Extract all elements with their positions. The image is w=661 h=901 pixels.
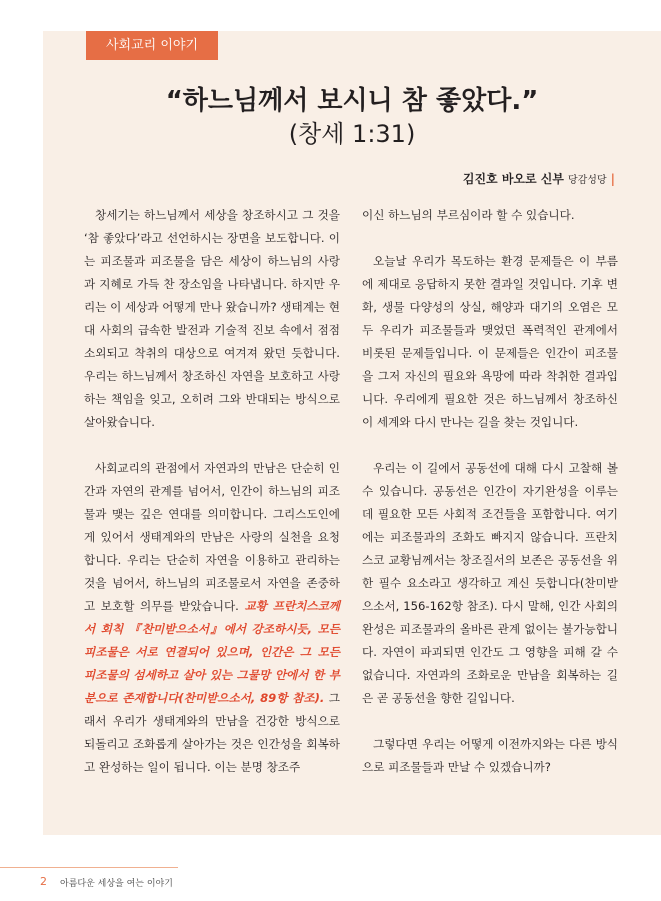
running-title: 아름다운 세상을 여는 이야기 bbox=[60, 879, 173, 889]
byline bbox=[463, 170, 615, 190]
paragraph-text: 사회교리의 관점에서 자연과의 만남은 단순히 인간과 자연의 관계를 넘어서, 인간이 하느님의 피조물과 맺는 깊은 연대를 의미합니다. 그리스도인에게 있어서 생태계와의 만남은 사랑의 실천을 요청합니다. 우리는 단순히 자연을 이용하고 관리하는 것을 넘어서, 하느님의 피조물로서 자연을 존중하고 보호할 의무를 받았습니다. bbox=[84, 461, 340, 613]
right-column bbox=[362, 204, 618, 779]
byline-marker: | bbox=[610, 172, 615, 186]
paragraph bbox=[84, 457, 340, 779]
paragraph: 이신 하느님의 부르심이라 할 수 있습니다. bbox=[362, 208, 575, 222]
paragraph-text: 그래서 우리가 생태계와의 만남을 건강한 방식으로 되돌리고 조화롭게 살아가는 것은 인간성을 회복하고 완성하는 일이 됩니다. 이는 분명 창조주 bbox=[84, 691, 340, 774]
section-tag: 사회교리 이야기 bbox=[86, 31, 218, 60]
highlighted-quote: 교황 프란치스코께서 회칙 『찬미받으소서』에서 강조하시듯, 모든 피조물은 서로 연결되어 있으며, 인간은 그 모든 피조물의 섬세하고 살아 있는 그물망 안에서 한 부분으로 존재합니다(찬미받으소서, 89항 참조). bbox=[84, 599, 340, 705]
footer-rule bbox=[0, 867, 178, 868]
article-subtitle: (창세 1:31) bbox=[288, 120, 416, 148]
article-title: “하느님께서 보시니 참 좋았다.” bbox=[165, 86, 539, 116]
author-name: 김진호 바오로 신부 bbox=[462, 172, 564, 186]
page-number: 2 bbox=[40, 875, 47, 888]
paragraph: 창세기는 하느님께서 세상을 창조하시고 그 것을 ‘참 좋았다’라고 선언하시는 장면을 보도합니다. 이는 피조물과 피조물을 담은 세상이 하느님의 사랑과 지혜로 가득 찬 장소임을 나타냅니다. 하지만 우리는 이 세상과 어떻게 만나 왔습니까? 생태계는 현대 사회의 급속한 발전과 기술적 진보 속에서 점점 소외되고 착취의 대상으로 여겨져 왔던 듯합니다. 우리는 하느님께서 창조하신 자연을 보호하고 사랑하는 책임을 잊고, 오히려 그와 반대되는 방식으로 살아왔습니다. bbox=[84, 208, 340, 429]
paragraph: 그렇다면 우리는 어떻게 이전까지와는 다른 방식으로 피조물들과 만날 수 있겠습니까? bbox=[362, 737, 618, 774]
author-church: 당감성당 bbox=[567, 175, 607, 186]
left-column bbox=[84, 204, 340, 779]
paragraph: 우리는 이 길에서 공동선에 대해 다시 고찰해 볼 수 있습니다. 공동선은 인간이 자기완성을 이루는 데 필요한 모든 사회적 조건들을 포함합니다. 여기에는 피조물과의 조화도 빠지지 않습니다. 프란치스코 교황님께서는 창조질서의 보존은 공동선을 위한 필수 요소라고 생각하고 계신 듯합니다(찬미받으소서, 156-162항 참조). 다시 말해, 인간 사회의 완성은 피조물과의 올바른 관계 없이는 불가능합니다. 자연이 파괴되면 인간도 그 영향을 피해 갈 수 없습니다. 자연과의 조화로운 만남을 회복하는 길은 곧 공동선을 향한 길입니다. bbox=[362, 461, 618, 705]
paragraph: 오늘날 우리가 목도하는 환경 문제들은 이 부름에 제대로 응답하지 못한 결과일 것입니다. 기후 변화, 생물 다양성의 상실, 해양과 대기의 오염은 모두 우리가 피조물들과 맺었던 폭력적인 관계에서 비롯된 문제들입니다. 이 문제들은 인간이 피조물을 그저 자신의 필요와 욕망에 따라 착취한 결과입니다. 우리에게 필요한 것은 하느님께서 창조하신 이 세계와 다시 만나는 길을 찾는 것입니다. bbox=[362, 254, 618, 429]
